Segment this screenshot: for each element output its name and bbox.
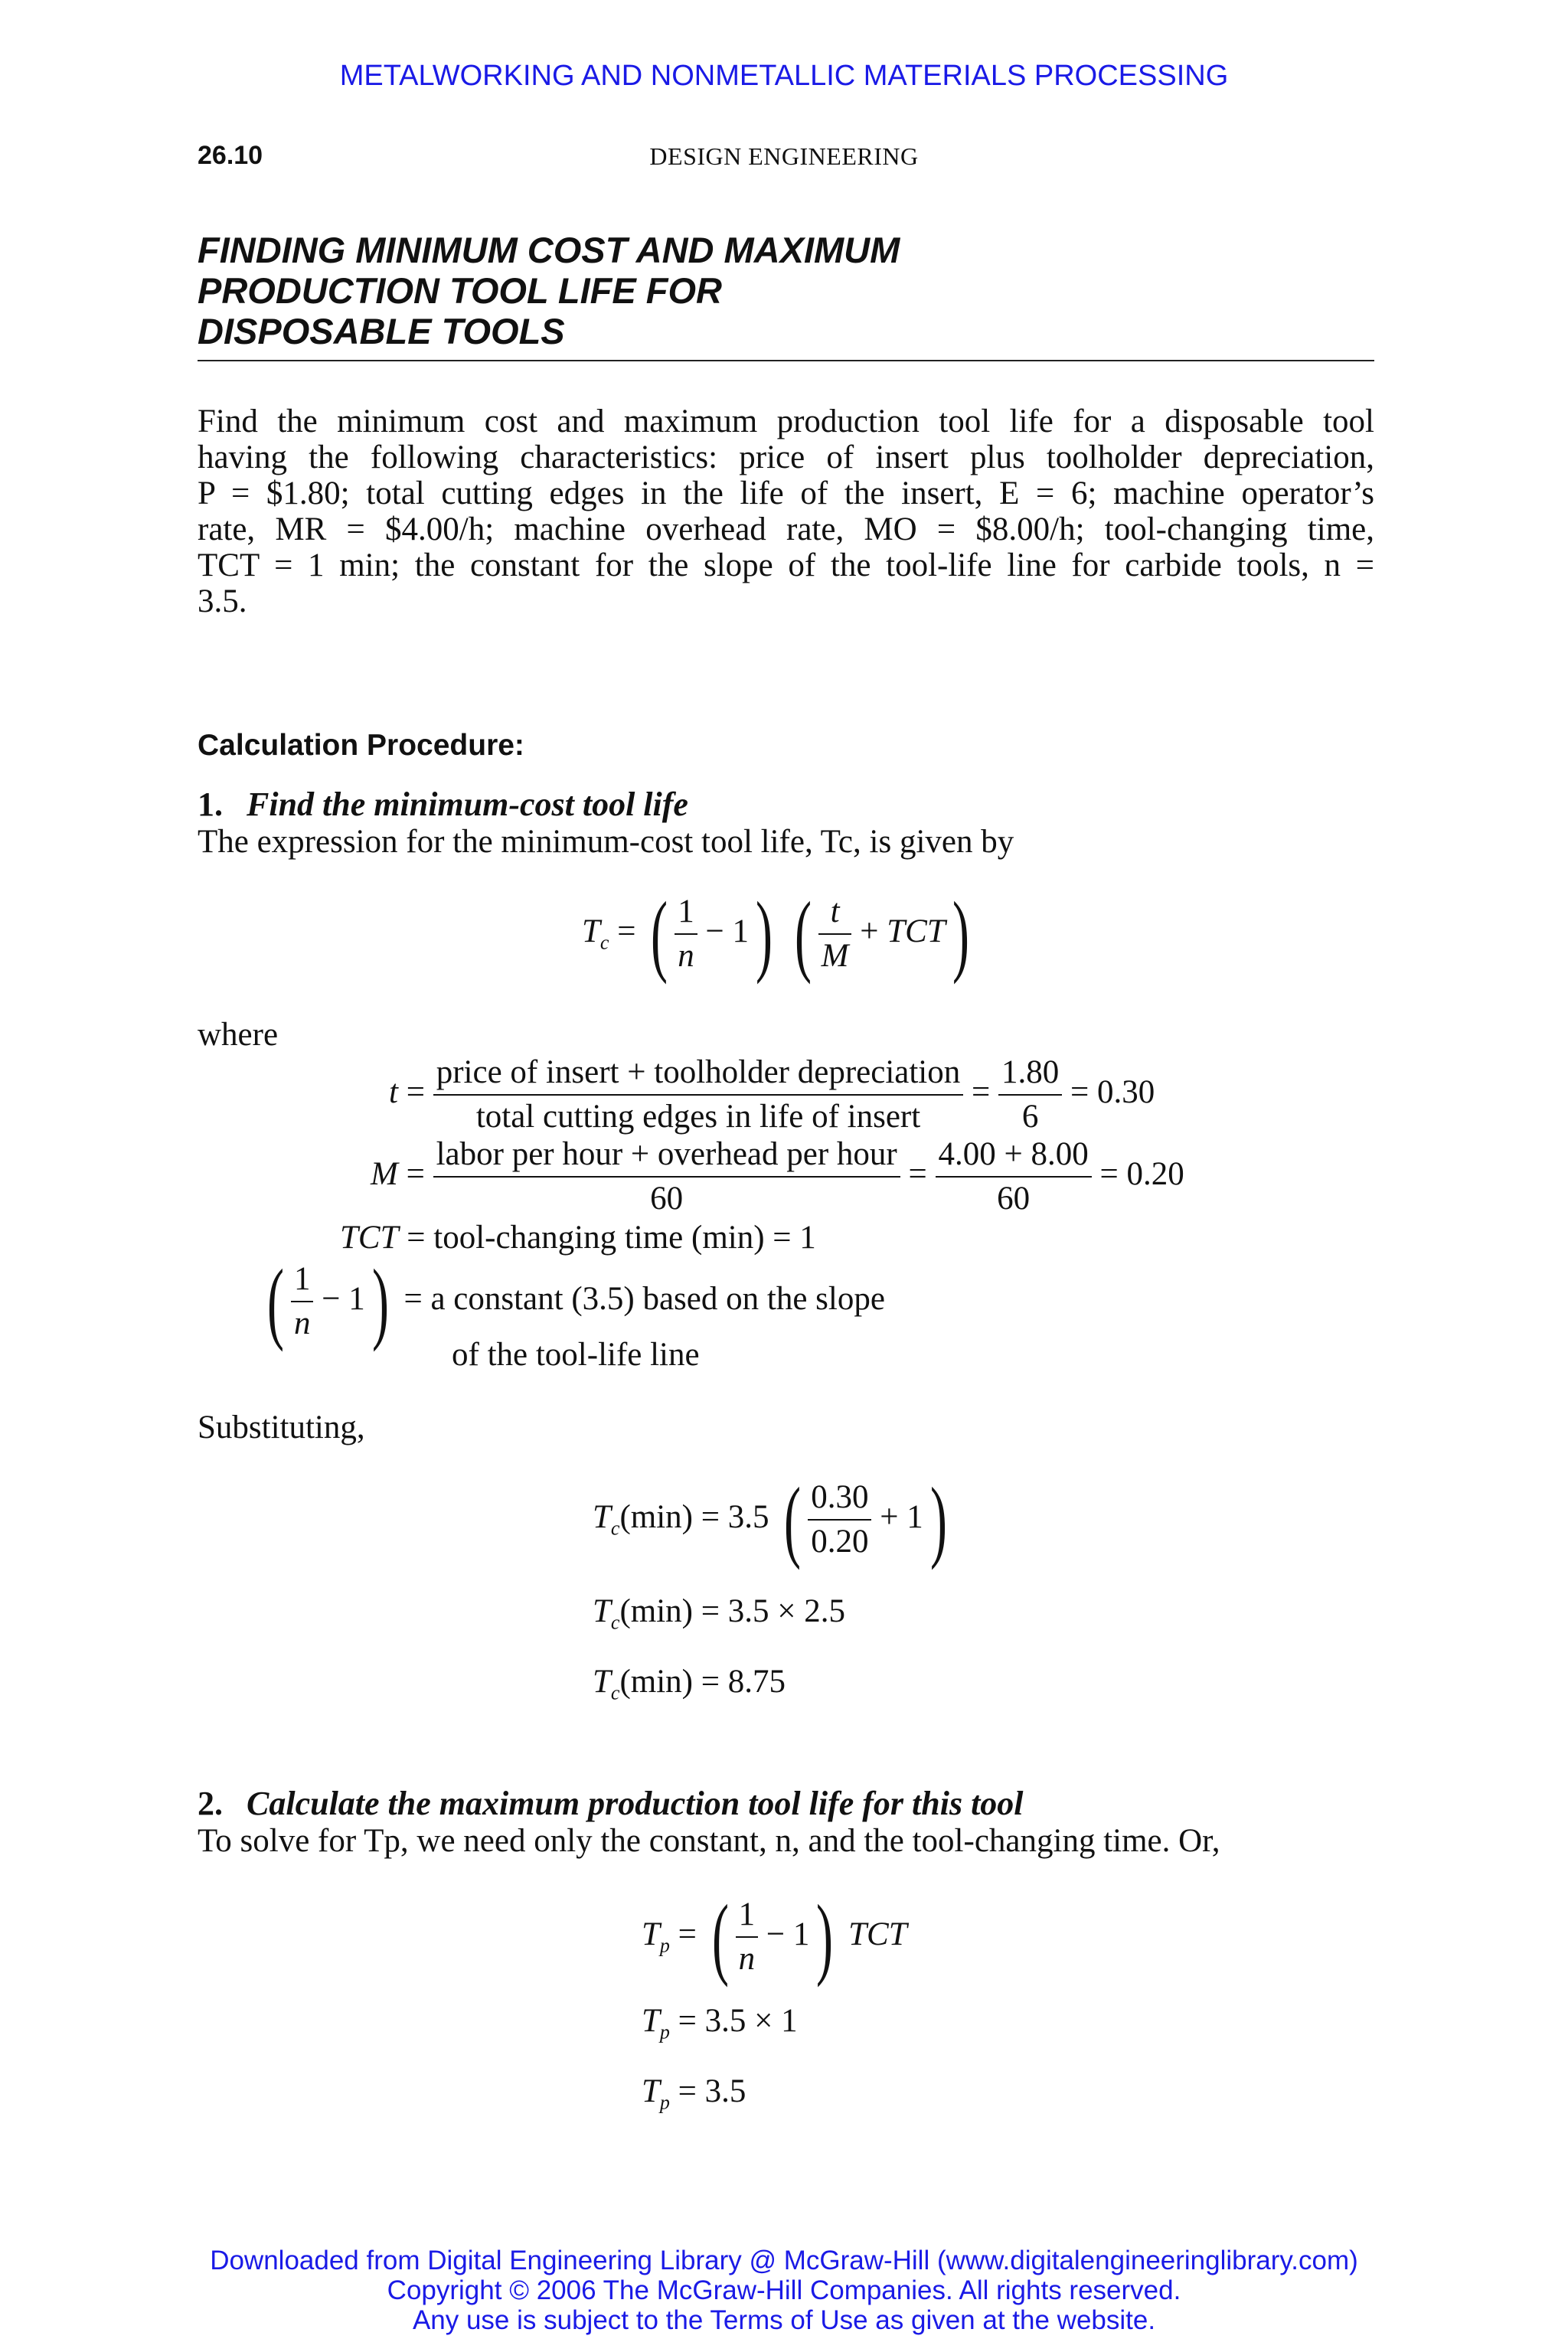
- t-definition: t = $\frac{\text{price of insert + toolholder depreciation}}{\text{total cutting edges in life of insert}}$ = $\frac{1.80}{6}$ = 0.30: [389, 1051, 1155, 1138]
- footer-line-2: Copyright © 2006 The McGraw-Hill Companies. All rights reserved.: [387, 2275, 1181, 2305]
- problem-line-4: rate, MR = $4.00/h; machine overhead rate, MO = $8.00/h; tool-changing time,: [198, 511, 1374, 547]
- t-denominator: total cutting edges in life of insert: [475, 1099, 921, 1135]
- constant-definition: ( $\frac{1}{n}$ − 1) = a constant (3.5) based on the slope: [266, 1250, 885, 1352]
- constant-definition-line-1: = a constant (3.5) based on the slope: [403, 1280, 885, 1317]
- footer-line-3: Any use is subject to the Terms of Use as given at the website.: [412, 2305, 1156, 2335]
- sub-denominator: 0.20: [811, 1524, 869, 1560]
- section-name: DESIGN ENGINEERING: [649, 142, 919, 170]
- sub-numerator: 0.30: [808, 1476, 871, 1521]
- title-line-3: DISPOSABLE TOOLS: [198, 311, 565, 351]
- t-value-denominator: 6: [1021, 1099, 1039, 1135]
- problem-line-3: P = $1.80; total cutting edges in the life of the insert, E = 6; machine operator’s: [198, 475, 1374, 511]
- tc-substitution-1: $T_c(\min) = 3.5$ ( $\frac{0.30}{0.20}$ + 1): [593, 1468, 947, 1570]
- tc-substitution-2-text: (min) = 3.5 × 2.5: [619, 1593, 846, 1629]
- footer-line-1[interactable]: Downloaded from Digital Engineering Library @ McGraw-Hill (www.digitalengineeringlibrary.com): [210, 2246, 1358, 2275]
- problem-line-5: TCT = 1 min; the constant for the slope of the tool-life line for carbide tools, n =: [198, 547, 1374, 583]
- substituting-label: Substituting,: [198, 1410, 365, 1446]
- running-head: METALWORKING AND NONMETALLIC MATERIALS PROCESSING: [339, 60, 1229, 92]
- tc-formula: $T_c$ = ( $\frac{1}{n}$ − 1) ( $\frac{t}{M}$ + TCT): [582, 883, 969, 985]
- tp-substitution: $T_p = 3.5 \times 1$: [642, 2003, 798, 2043]
- m-definition: M = $\frac{\text{labor per hour + overhead per hour}}{60}$ = $\frac{4.00 + 8.00}{60}$ = 0.20: [371, 1133, 1184, 1220]
- tct-definition-text: = tool-changing time (min) = 1: [407, 1220, 816, 1256]
- tp-formula: $T_p$ = ( $\frac{1}{n}$ − 1) TCT: [642, 1886, 907, 1988]
- title-line-1: FINDING MINIMUM COST AND MAXIMUM: [198, 230, 900, 270]
- step-1-title: [198, 785, 688, 824]
- problem-line-6: 3.5.: [198, 583, 247, 619]
- tp-result: $T_p = 3.5$: [642, 2073, 746, 2114]
- footer: [0, 2246, 1568, 2335]
- step-2-intro: To solve for Tp, we need only the constant, n, and the tool-changing time. Or,: [198, 1823, 1220, 1859]
- page-title: [198, 230, 900, 351]
- t-value-numerator: 1.80: [998, 1051, 1062, 1096]
- title-line-2: PRODUCTION TOOL LIFE FOR: [198, 270, 722, 311]
- title-rule: [198, 360, 1374, 361]
- where-label: where: [198, 1017, 279, 1053]
- page-number: 26.10: [198, 141, 263, 170]
- step-1-intro: The expression for the minimum-cost tool life, Tc, is given by: [198, 824, 1014, 860]
- m-denominator: 60: [650, 1181, 684, 1217]
- m-numerator: labor per hour + overhead per hour: [433, 1133, 900, 1178]
- tc-result-text: (min) = 8.75: [619, 1664, 786, 1700]
- m-value-denominator: 60: [997, 1181, 1031, 1217]
- t-numerator: price of insert + toolholder depreciation: [433, 1051, 964, 1096]
- problem-line-1: Find the minimum cost and maximum production tool life for a disposable tool: [198, 403, 1374, 439]
- tc-substitution-2: $T_c(\min) = 3.5 \times 2.5$: [593, 1593, 846, 1634]
- tc-result: $T_c(\min) = 8.75$: [593, 1664, 786, 1704]
- step-2-title: [198, 1784, 1024, 1823]
- step-2-number: 2.: [198, 1785, 223, 1822]
- problem-line-2: having the following characteristics: price of insert plus toolholder depreciation,: [198, 439, 1374, 475]
- tp-result-text: = 3.5: [678, 2073, 746, 2109]
- step-2-title-text: Calculate the maximum production tool life for this tool: [247, 1785, 1024, 1822]
- tct-definition: TCT = tool-changing time (min) = 1: [340, 1220, 816, 1256]
- step-1-number: 1.: [198, 786, 223, 823]
- tp-substitution-text: = 3.5 × 1: [678, 2003, 798, 2039]
- m-result: = 0.20: [1099, 1155, 1184, 1192]
- procedure-heading: Calculation Procedure:: [198, 729, 524, 762]
- constant-definition-line-2: of the tool-life line: [452, 1337, 700, 1373]
- step-1-title-text: Find the minimum-cost tool life: [247, 786, 688, 823]
- problem-statement: [198, 403, 1374, 619]
- m-value-numerator: 4.00 + 8.00: [936, 1133, 1092, 1178]
- t-result: = 0.30: [1070, 1073, 1155, 1110]
